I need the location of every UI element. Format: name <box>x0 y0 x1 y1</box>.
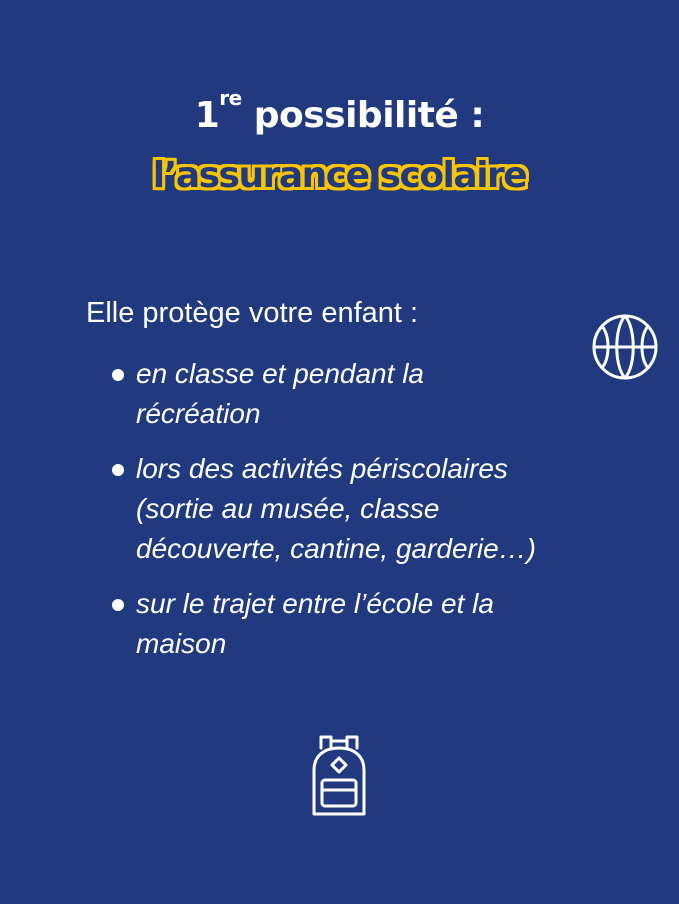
list-item-line: lors des activités périscolaires <box>136 453 508 484</box>
list-item <box>108 584 628 664</box>
page-title <box>0 86 679 140</box>
bullet-dot <box>112 599 124 611</box>
list-item-line: (sortie au musée, classe <box>136 493 440 524</box>
list-item-line: découverte, cantine, garderie…) <box>136 533 536 564</box>
title-number: 1 <box>194 95 220 136</box>
intro-text: Elle protège votre enfant : <box>86 297 419 329</box>
list-item <box>108 354 628 434</box>
backpack-icon <box>309 732 369 818</box>
coverage-list <box>108 354 628 679</box>
list-item <box>108 449 628 569</box>
title-ordinal: re <box>219 86 242 110</box>
list-item-line: sur le trajet entre l’école et la <box>136 588 494 619</box>
bullet-dot <box>112 464 124 476</box>
bullet-dot <box>112 369 124 381</box>
page-subtitle <box>0 148 679 204</box>
subtitle-text: l’assurance scolaire <box>152 155 527 196</box>
list-item-line: récréation <box>136 398 261 429</box>
title-text: possibilité : <box>241 95 485 136</box>
list-item-line: en classe et pendant la <box>136 358 424 389</box>
list-item-line: maison <box>136 628 227 659</box>
